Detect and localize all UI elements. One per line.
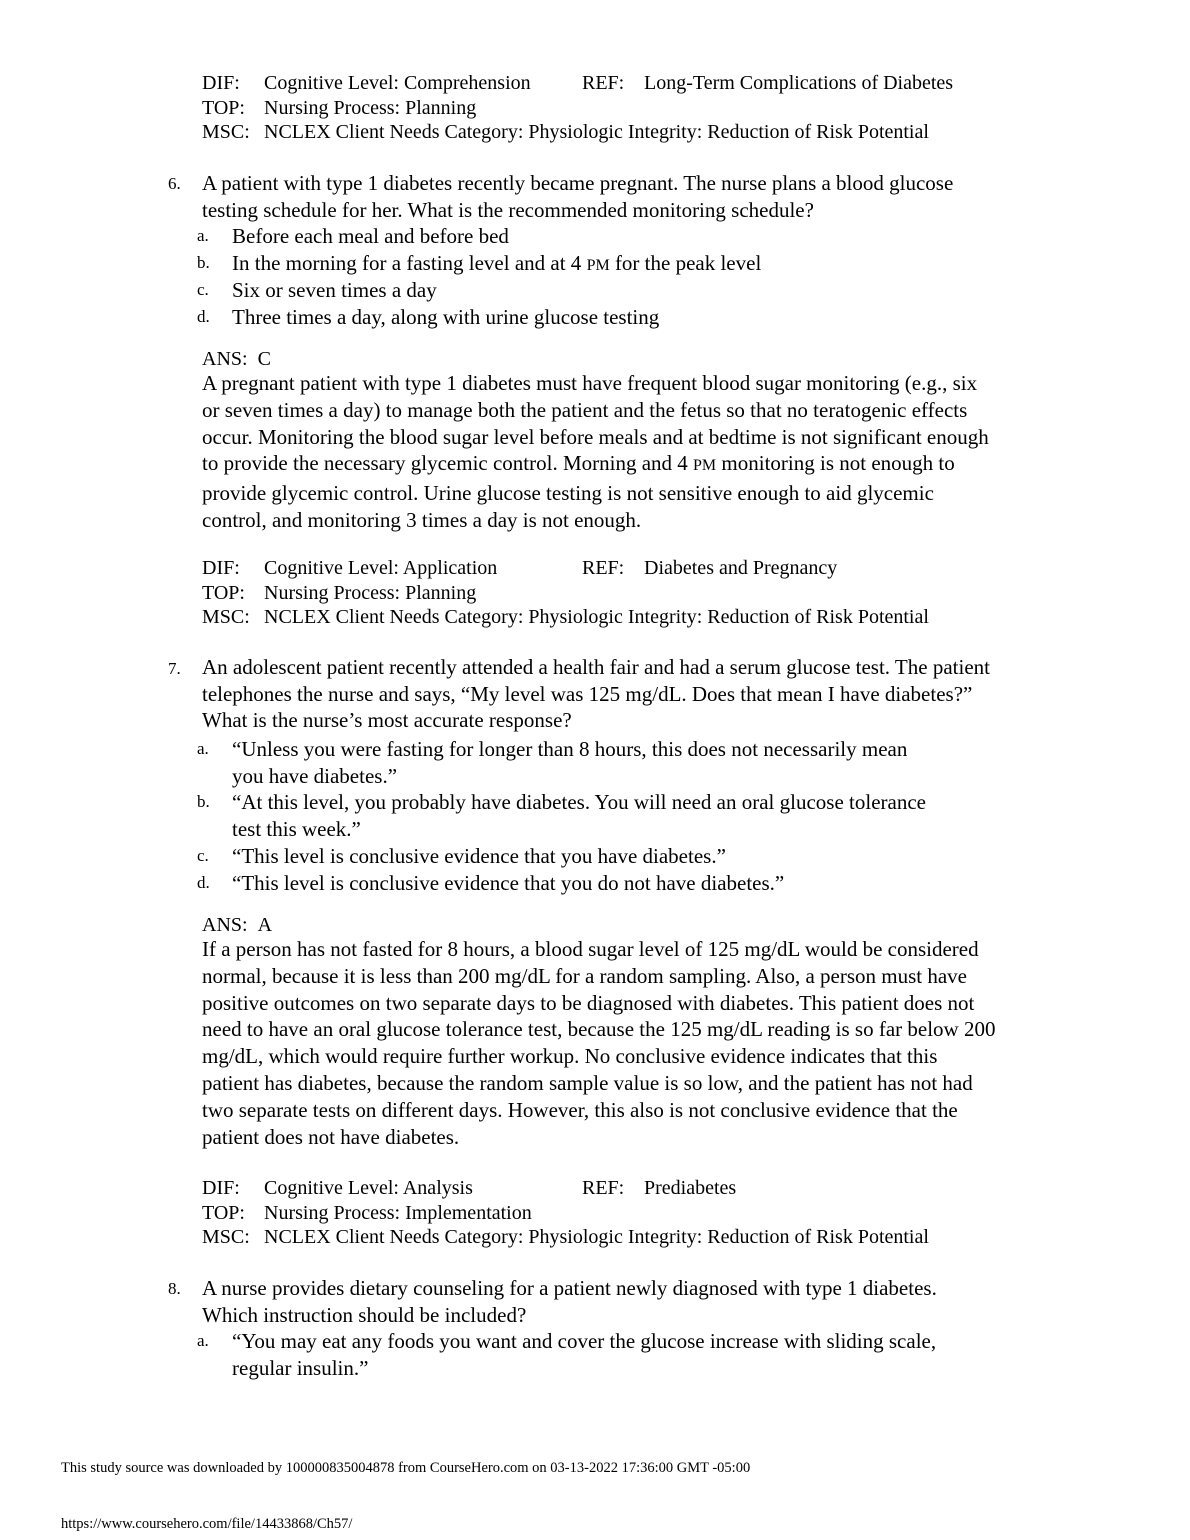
rationale-line: positive outcomes on two separate days to be diagnosed with diabetes. This patient does not: [202, 990, 975, 1015]
question-number: 7.: [168, 659, 181, 678]
q6-metadata: [202, 556, 929, 630]
stem-line: Which instruction should be included?: [202, 1302, 527, 1327]
option-letter: b.: [197, 253, 210, 272]
rationale-line: patient does not have diabetes.: [202, 1124, 460, 1149]
option-text: [232, 789, 926, 842]
ans-label: ANS:: [202, 914, 248, 936]
option-text: [232, 1328, 936, 1381]
msc-key: MSC:: [202, 121, 250, 143]
rationale-smallcaps: PM: [693, 457, 717, 475]
stem-line: testing schedule for her. What is the recommended monitoring schedule?: [202, 197, 814, 222]
rationale-line: need to have an oral glucose tolerance test, because the 125 mg/dL reading is so far below 200: [202, 1017, 996, 1042]
question-stem: [202, 1275, 1092, 1328]
question-number: 6.: [168, 174, 181, 193]
rationale-line: [202, 450, 1092, 480]
source-url-link[interactable]: https://www.coursehero.com/file/14433868/Ch57/: [61, 1516, 353, 1532]
rationale-line: control, and monitoring 3 times a day is not enough.: [202, 507, 642, 532]
stem-line: A patient with type 1 diabetes recently became pregnant. The nurse plans a blood glucose: [202, 171, 954, 195]
rationale-text-part: to provide the necessary glycemic control. Morning and 4: [202, 451, 694, 476]
dif-value: Cognitive Level: Comprehension: [264, 72, 531, 94]
msc-value: NCLEX Client Needs Category: Physiologic Integrity: Reduction of Risk Potential: [264, 1226, 929, 1248]
stem-line: telephones the nurse and says, “My level was 125 mg/dL. Does that mean I have diabetes?”: [202, 681, 973, 706]
rationale-line: occur. Monitoring the blood sugar level before meals and at bedtime is not significant enough: [202, 424, 989, 449]
option-letter: d.: [197, 307, 210, 326]
rationale-line: normal, because it is less than 200 mg/dL for a random sampling. Also, a person must have: [202, 963, 967, 988]
ans-label: ANS:: [202, 348, 248, 370]
msc-key: MSC:: [202, 606, 250, 628]
option-letter: c.: [197, 846, 209, 865]
top-value: Nursing Process: Planning: [264, 96, 477, 119]
download-notice: This study source was downloaded by 100000835004878 from CourseHero.com on 03-13-2022 17:36:00 GMT -05:00: [61, 1460, 751, 1476]
msc-key: MSC:: [202, 1226, 250, 1248]
stem-line: An adolescent patient recently attended a health fair and had a serum glucose test. The patient: [202, 655, 990, 679]
dif-value: Cognitive Level: Application: [264, 557, 498, 579]
option-letter: a.: [197, 739, 209, 758]
option-text: Three times a day, along with urine glucose testing: [232, 305, 660, 329]
answer-key: [202, 347, 271, 371]
q5-metadata: [202, 71, 953, 145]
dif-key: DIF:: [202, 72, 240, 94]
option-text: Six or seven times a day: [232, 278, 437, 302]
question-stem: [202, 654, 1092, 734]
rationale-line: or seven times a day) to manage both the patient and the fetus so that no teratogenic effects: [202, 397, 968, 422]
option-line: “You may eat any foods you want and cover the glucose increase with sliding scale,: [232, 1329, 937, 1353]
option-line: “Unless you were fasting for longer than 8 hours, this does not necessarily mean: [232, 737, 908, 761]
option-line: regular insulin.”: [232, 1355, 369, 1380]
top-key: TOP:: [202, 581, 245, 604]
option-letter: d.: [197, 873, 210, 892]
option-letter: a.: [197, 226, 209, 245]
option-line: “At this level, you probably have diabetes. You will need an oral glucose tolerance: [232, 790, 926, 814]
option-text-smallcaps: PM: [586, 257, 610, 274]
option-text: “This level is conclusive evidence that you have diabetes.”: [232, 844, 726, 868]
option-line: you have diabetes.”: [232, 763, 398, 788]
rationale-line: If a person has not fasted for 8 hours, a blood sugar level of 125 mg/dL would be considered: [202, 937, 979, 961]
option-letter: a.: [197, 1331, 209, 1350]
rationale-line: patient has diabetes, because the random sample value is so low, and the patient has not had: [202, 1070, 973, 1095]
stem-line: A nurse provides dietary counseling for a patient newly diagnosed with type 1 diabetes.: [202, 1276, 937, 1300]
question-number: 8.: [168, 1279, 181, 1298]
rationale-line: mg/dL, which would require further workup. No conclusive evidence indicates that this: [202, 1044, 938, 1069]
ref-value: Prediabetes: [644, 1177, 737, 1199]
option-text: [232, 736, 907, 789]
msc-value: NCLEX Client Needs Category: Physiologic Integrity: Reduction of Risk Potential: [264, 121, 929, 143]
top-key: TOP:: [202, 96, 245, 119]
top-value: Nursing Process: Implementation: [264, 1201, 532, 1224]
ans-value: A: [257, 914, 273, 936]
stem-line: What is the nurse’s most accurate response?: [202, 708, 572, 733]
q7-metadata: [202, 1176, 929, 1250]
rationale: [202, 370, 1092, 534]
rationale-line: provide glycemic control. Urine glucose testing is not sensitive enough to aid glycemic: [202, 481, 934, 506]
option-text: Before each meal and before bed: [232, 224, 509, 248]
top-key: TOP:: [202, 1201, 245, 1224]
ref-key: REF:: [582, 72, 625, 94]
ref-value: Diabetes and Pregnancy: [644, 557, 838, 579]
option-text-part: for the peak level: [609, 251, 762, 275]
dif-key: DIF:: [202, 1177, 240, 1199]
option-letter: c.: [197, 280, 209, 299]
option-line: test this week.”: [232, 816, 361, 841]
dif-key: DIF:: [202, 557, 240, 579]
option-text: [232, 250, 761, 280]
rationale: [202, 936, 1092, 1150]
ref-value: Long-Term Complications of Diabetes: [644, 72, 954, 94]
ref-key: REF:: [582, 1177, 625, 1199]
question-stem: [202, 170, 1092, 223]
dif-value: Cognitive Level: Analysis: [264, 1177, 473, 1199]
ans-value: C: [257, 348, 271, 370]
rationale-text-part: monitoring is not enough to: [716, 451, 955, 476]
ref-key: REF:: [582, 557, 625, 579]
msc-value: NCLEX Client Needs Category: Physiologic Integrity: Reduction of Risk Potential: [264, 606, 929, 628]
rationale-line: two separate tests on different days. However, this also is not conclusive evidence that the: [202, 1097, 958, 1122]
top-value: Nursing Process: Planning: [264, 581, 477, 604]
option-text-part: In the morning for a fasting level and at 4: [232, 251, 587, 275]
answer-key: [202, 913, 272, 937]
rationale-line: A pregnant patient with type 1 diabetes must have frequent blood sugar monitoring (e.g., six: [202, 371, 978, 395]
option-letter: b.: [197, 792, 210, 811]
option-text: “This level is conclusive evidence that you do not have diabetes.”: [232, 871, 785, 895]
